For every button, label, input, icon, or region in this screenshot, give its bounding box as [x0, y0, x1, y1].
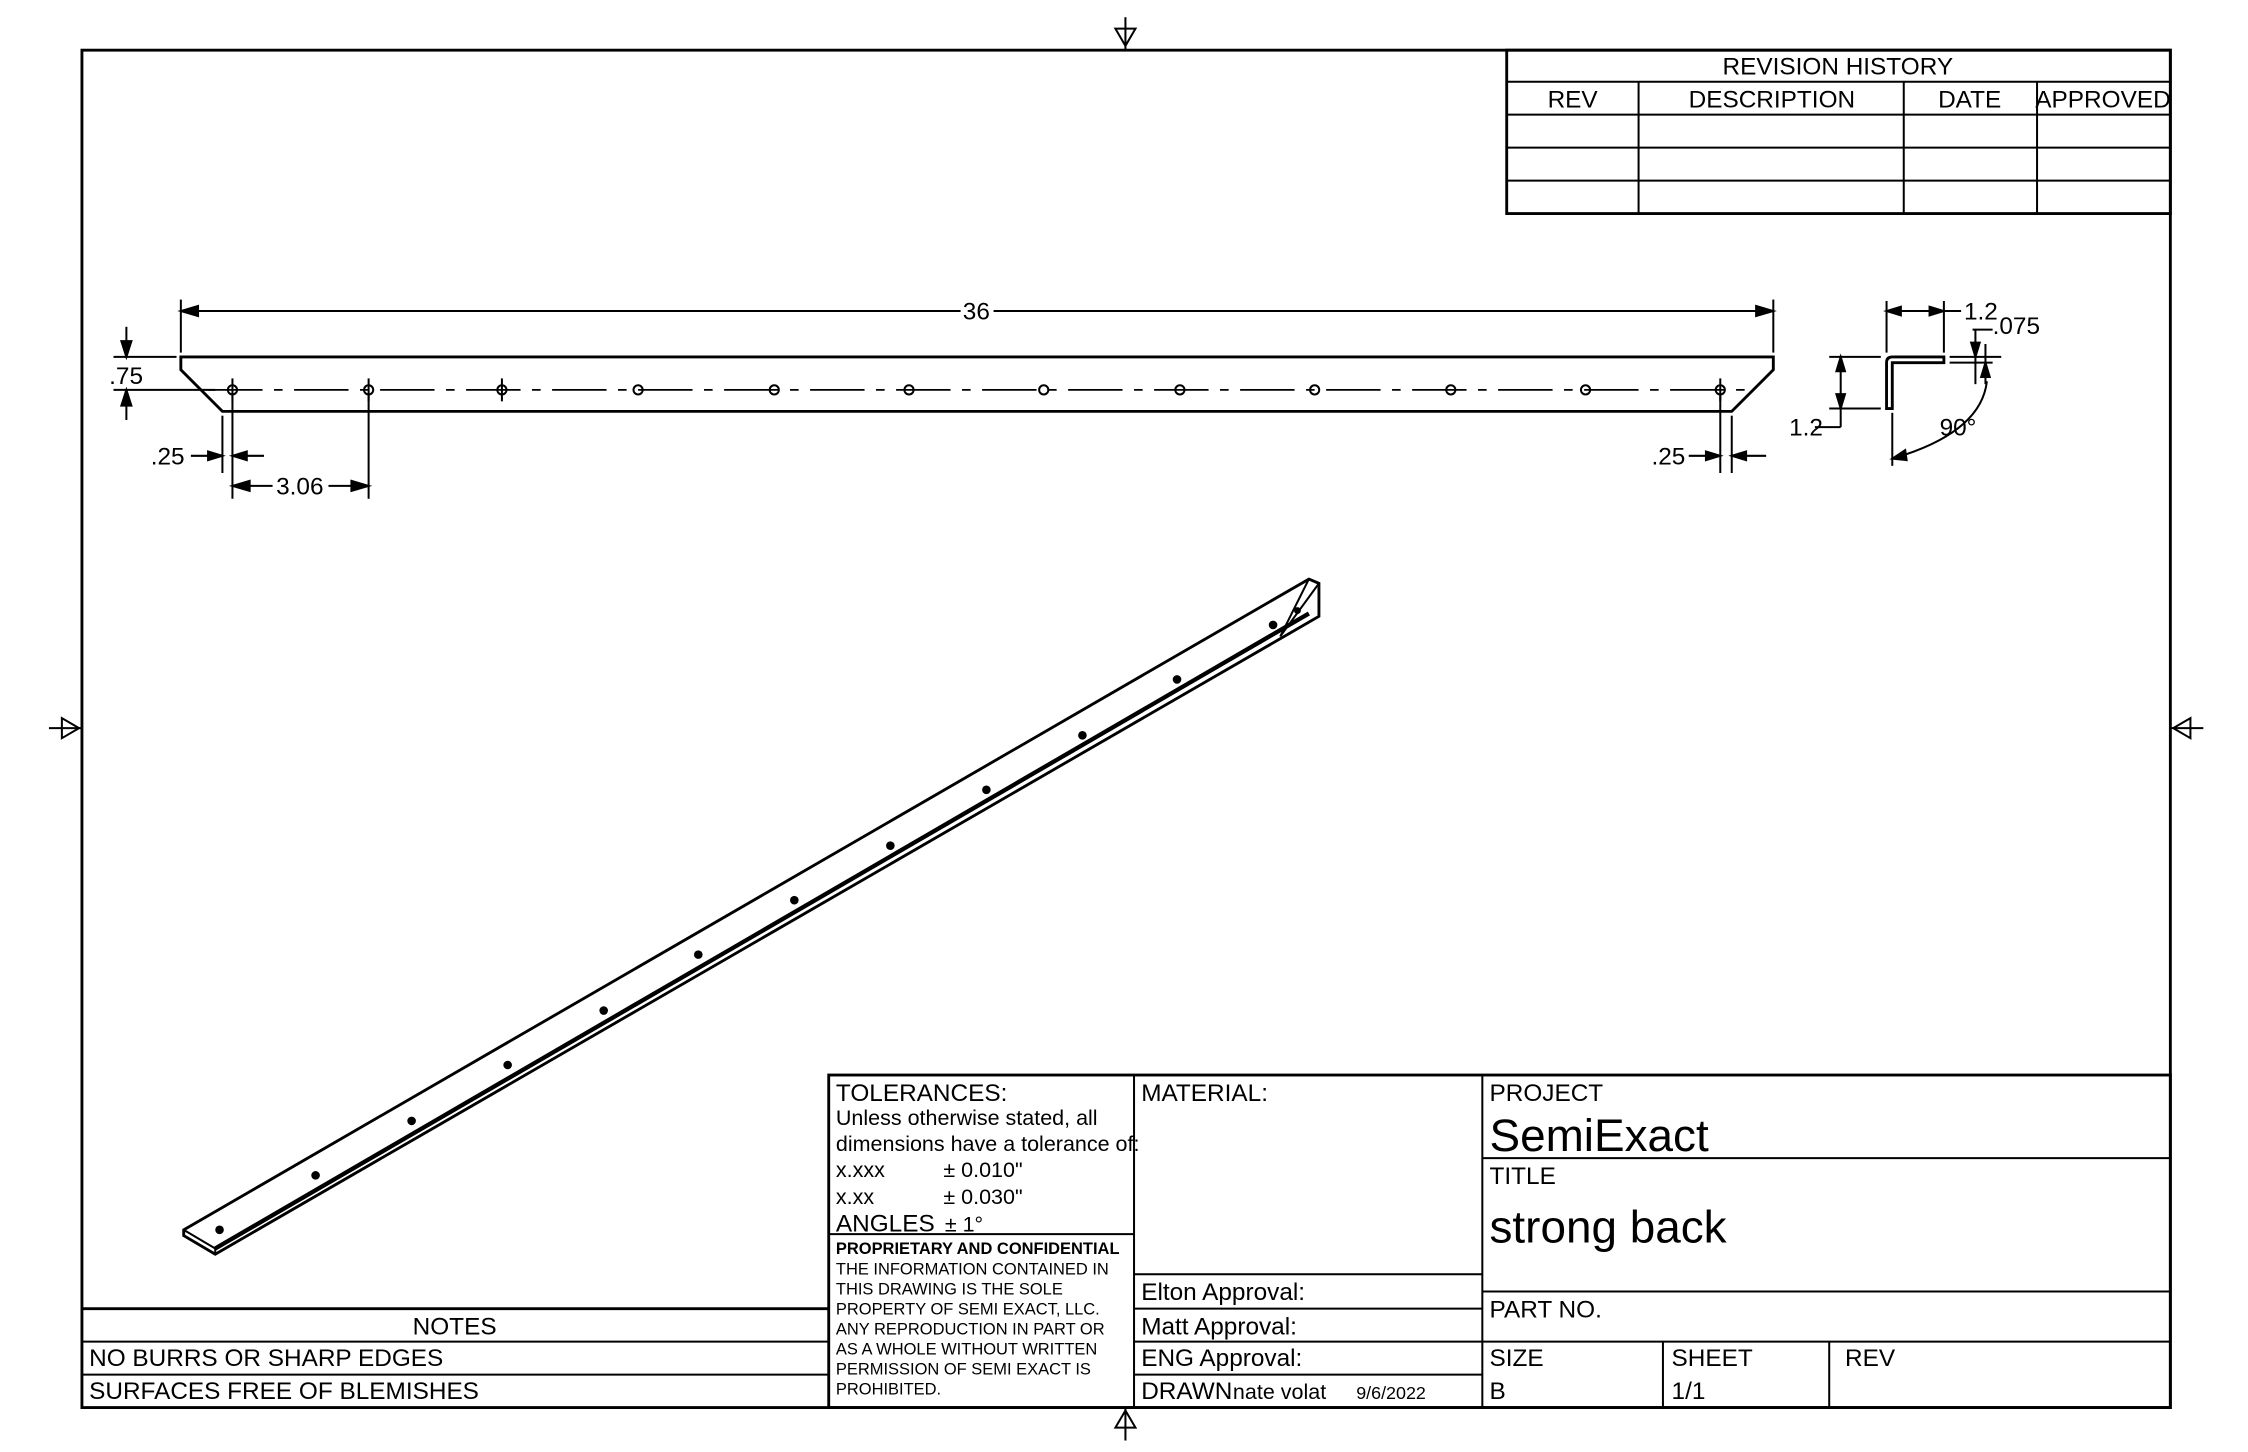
hole	[215, 1226, 224, 1235]
drawn-date: 9/6/2022	[1356, 1382, 1426, 1403]
hole	[694, 950, 703, 959]
hole	[886, 841, 895, 850]
drawing-title: strong back	[1489, 1200, 1727, 1253]
hole	[1269, 621, 1278, 630]
project-label: PROJECT	[1489, 1079, 1604, 1107]
drawn-label: DRAWN	[1141, 1377, 1233, 1405]
notes-block	[82, 1309, 829, 1405]
dimension-right-offset	[1689, 396, 1766, 473]
hole	[599, 1006, 608, 1015]
dimension-height-value: .75	[109, 363, 144, 391]
proprietary-line: THIS DRAWING IS THE SOLE	[835, 1280, 1063, 1299]
dimension-left-offset-value: .25	[150, 443, 185, 471]
column-header-description: DESCRIPTION	[1688, 86, 1856, 114]
matt-approval-label: Matt Approval:	[1141, 1313, 1297, 1341]
bar-outline	[181, 357, 1773, 411]
revision-history-title: REVISION HISTORY	[1722, 53, 1954, 81]
title-label: TITLE	[1489, 1162, 1556, 1190]
dimension-angle-thickness-value: .075	[1992, 312, 2041, 340]
tolerance-label: x.xx	[835, 1185, 875, 1210]
rev-label: REV	[1844, 1344, 1896, 1372]
dimension-hole-spacing-value: 3.06	[276, 473, 324, 501]
isometric-view	[184, 579, 1319, 1254]
notes-header: NOTES	[412, 1313, 497, 1341]
drawn-by: nate volat	[1232, 1379, 1327, 1404]
dimension-angle-width-value: 1.2	[1963, 298, 1998, 326]
hole	[1039, 385, 1048, 394]
end-view	[1789, 299, 2040, 466]
size-label: SIZE	[1489, 1344, 1544, 1372]
tolerance-value: ± 0.030"	[943, 1185, 1023, 1210]
proprietary-line: PROHIBITED.	[835, 1380, 942, 1399]
note-item: NO BURRS OR SHARP EDGES	[89, 1344, 444, 1372]
tolerances-line: dimensions have a tolerance of:	[835, 1131, 1140, 1156]
hole	[407, 1117, 416, 1126]
proprietary-line: PROPERTY OF SEMI EXACT, LLC.	[835, 1300, 1100, 1319]
isometric-bar-outline	[184, 579, 1319, 1254]
hole	[1078, 731, 1087, 740]
tolerances-header: TOLERANCES:	[835, 1079, 1008, 1107]
sheet-value: 1/1	[1671, 1377, 1706, 1405]
eng-approval-label: ENG Approval:	[1141, 1344, 1303, 1372]
sheet-label: SHEET	[1671, 1344, 1753, 1372]
title-block	[829, 1075, 2171, 1408]
hole	[503, 1061, 512, 1070]
hole	[1294, 607, 1301, 614]
tolerance-label: x.xxx	[835, 1157, 885, 1182]
column-header-date: DATE	[1938, 86, 2002, 114]
hole	[790, 896, 799, 905]
dimension-angle-height-value: 1.2	[1789, 414, 1823, 442]
dimension-right-offset-value: .25	[1651, 443, 1686, 471]
proprietary-line: PERMISSION OF SEMI EXACT IS	[835, 1360, 1091, 1379]
hole	[1173, 675, 1182, 684]
angle-profile	[1887, 357, 1944, 409]
project-name: SemiExact	[1489, 1108, 1709, 1161]
hole	[982, 785, 991, 794]
hole	[311, 1171, 320, 1180]
tolerances-line: Unless otherwise stated, all	[835, 1106, 1098, 1131]
column-header-approved: APPROVED	[2035, 86, 2171, 114]
tolerance-label: ANGLES	[835, 1210, 935, 1238]
elton-approval-label: Elton Approval:	[1141, 1279, 1306, 1307]
column-header-rev: REV	[1547, 86, 1598, 114]
dimension-angle-value: 90°	[1939, 414, 1977, 442]
size-value: B	[1489, 1377, 1506, 1405]
dimension-overall-length-value: 36	[962, 298, 990, 326]
proprietary-header: PROPRIETARY AND CONFIDENTIAL	[835, 1240, 1120, 1259]
proprietary-line: ANY REPRODUCTION IN PART OR	[835, 1320, 1105, 1339]
part-number-label: PART NO.	[1489, 1296, 1602, 1324]
tolerance-value: ± 0.010"	[943, 1157, 1023, 1182]
tolerance-value: ± 1°	[944, 1212, 984, 1237]
note-item: SURFACES FREE OF BLEMISHES	[89, 1377, 479, 1405]
proprietary-line: AS A WHOLE WITHOUT WRITTEN	[835, 1340, 1098, 1359]
front-view	[109, 299, 1773, 501]
material-label: MATERIAL:	[1141, 1079, 1268, 1107]
revision-history-table	[1507, 50, 2171, 213]
proprietary-line: THE INFORMATION CONTAINED IN	[835, 1260, 1109, 1279]
